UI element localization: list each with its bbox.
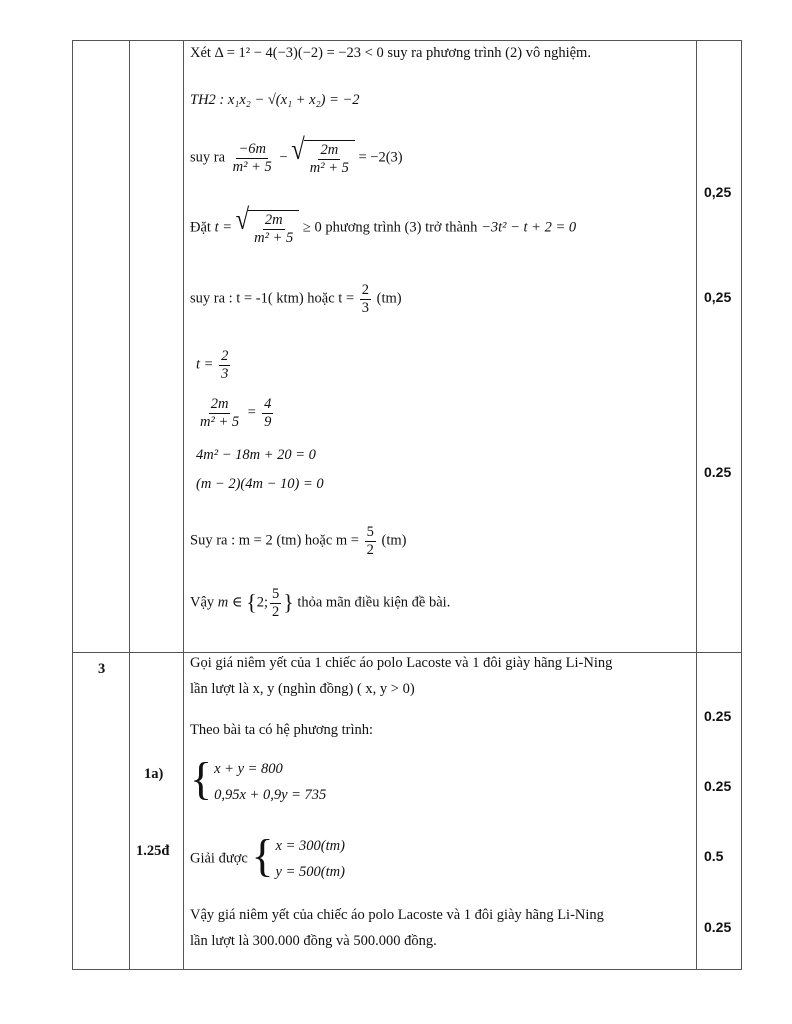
suyra-text: suy ra : t = -1( ktm) hoặc t = (190, 290, 355, 307)
column-divider (696, 41, 697, 969)
inequality: ≥ 0 (302, 219, 322, 236)
ratio-equation: $\frac{2m}{\text{m² + 5}}$ = $\frac{4}{9}$ (200, 396, 272, 430)
m-solutions-line (190, 524, 406, 558)
square-root: √ $\frac{2m}{\text{m² + 5}}$ (291, 140, 355, 176)
tm-note: (tm) (376, 290, 402, 307)
fraction-numerator: 5 (366, 524, 374, 540)
solution-y: y = 500(tm) (275, 864, 345, 880)
conclusion-line-2: lần lượt là 300.000 đồng và 500.000 đồng. (190, 933, 437, 949)
giai-label: Giải được (190, 850, 248, 867)
row-divider (73, 652, 741, 653)
system-intro: Theo bài ta có hệ phương trình: (190, 722, 374, 738)
t-symbol: t = (214, 219, 233, 236)
fraction (219, 348, 230, 382)
substitution-line (190, 203, 577, 246)
fraction (360, 282, 371, 316)
conclusion-text: thỏa mãn điều kiện đề bài. (297, 594, 451, 611)
quadratic-t: −3t² − t + 2 = 0 (481, 219, 577, 236)
score: 0,25 (704, 184, 732, 200)
fraction (270, 586, 281, 620)
factored-equation: (m − 2)(4m − 10) = 0 (196, 476, 324, 492)
score: 0,25 (704, 289, 732, 305)
equation-rhs: = −2(3) (358, 149, 403, 166)
fraction (308, 142, 351, 176)
suyra-text: Suy ra : m = 2 (tm) hoặc m = (190, 532, 359, 549)
score: 0.25 (704, 778, 732, 794)
dat-text: phương trình (3) trở thành (325, 219, 478, 236)
t-eq: t = (196, 356, 214, 373)
system-equation-2: 0,95x + 0,9y = 735 (214, 787, 327, 803)
fraction-denominator: 3 (361, 299, 370, 316)
fraction-denominator: m² + 5 (309, 159, 349, 176)
solution-system: Giải được { x = 300(tm) y = 500(tm) (190, 833, 345, 885)
fraction-denominator: 3 (221, 365, 229, 382)
fraction-denominator: m² + 5 (200, 413, 240, 430)
fraction-denominator: m² + 5 (232, 158, 272, 175)
fraction-numerator: 2m (264, 212, 283, 228)
fraction (262, 396, 273, 430)
t-value (196, 348, 232, 382)
conclusion-set: Vậy m ∈ {2; $\frac{5}{2}$ } thỏa mãn điều kiện đề bài. (190, 586, 451, 620)
score: 0.25 (704, 464, 732, 480)
question-number: 3 (98, 661, 106, 677)
dat-label: Đặt (190, 219, 211, 236)
score: 0.5 (704, 848, 724, 864)
system-equation-1: x + y = 800 (214, 761, 283, 777)
delta-line: Xét Δ = 1² − 4(−3)(−2) = −23 < 0 suy ra phương trình (2) vô nghiệm. (190, 45, 591, 61)
t-solutions-line (190, 282, 402, 316)
fraction (198, 396, 241, 430)
intro-line-1: Gọi giá niêm yết của 1 chiếc áo polo Lacoste và 1 đôi giày hãng Li-Ning (190, 655, 613, 671)
square-root: √ $\frac{2m}{\text{m² + 5}}$ (236, 210, 300, 246)
column-divider (129, 41, 130, 969)
fraction-denominator: 2 (272, 603, 280, 620)
fraction (252, 212, 295, 246)
vay-label: Vậy (190, 594, 215, 611)
fraction-numerator: 4 (264, 396, 272, 412)
fraction-numerator: −6m (238, 141, 266, 157)
fraction-numerator: 2 (221, 348, 229, 364)
sub-question-points: 1.25đ (136, 843, 170, 859)
conclusion-line-1: Vậy giá niêm yết của chiếc áo polo Lacoste và 1 đôi giày hãng Li-Ning (190, 907, 604, 923)
fraction-denominator: 9 (264, 413, 272, 430)
fraction (231, 141, 274, 175)
column-divider (183, 41, 184, 969)
score: 0.25 (704, 919, 732, 935)
intro-line-2: lần lượt là x, y (nghìn đồng) ( x, y > 0) (190, 681, 415, 697)
fraction (365, 524, 376, 558)
fraction-numerator: 5 (272, 586, 280, 602)
fraction-numerator: 2m (210, 396, 229, 412)
sub-question-label: 1a) (144, 766, 164, 782)
th2-text: TH2 : x₁x₂ − √(x₁ + x₂) = −2 (190, 92, 360, 108)
equation-3: suy ra $\frac{-6m}{\text{m² + 5}}$ − √ $\frac{2m}{\text{m² + 5}}$ = −2(3) (190, 133, 403, 176)
quadratic-m: 4m² − 18m + 20 = 0 (196, 447, 316, 463)
fraction-numerator: 2m (320, 142, 339, 158)
equation-system: { x + y = 800 0,95x + 0,9y = 735 (190, 756, 326, 808)
answer-table (72, 40, 742, 970)
tm-note: (tm) (381, 532, 407, 549)
fraction-denominator: 2 (366, 541, 374, 558)
set-element: 2; (256, 594, 268, 611)
solution-x: x = 300(tm) (275, 838, 345, 854)
score: 0.25 (704, 708, 732, 724)
th2-line (190, 92, 360, 109)
fraction-denominator: m² + 5 (254, 229, 294, 246)
fraction-numerator: 2 (361, 282, 370, 298)
suyra-label: suy ra (190, 149, 226, 166)
